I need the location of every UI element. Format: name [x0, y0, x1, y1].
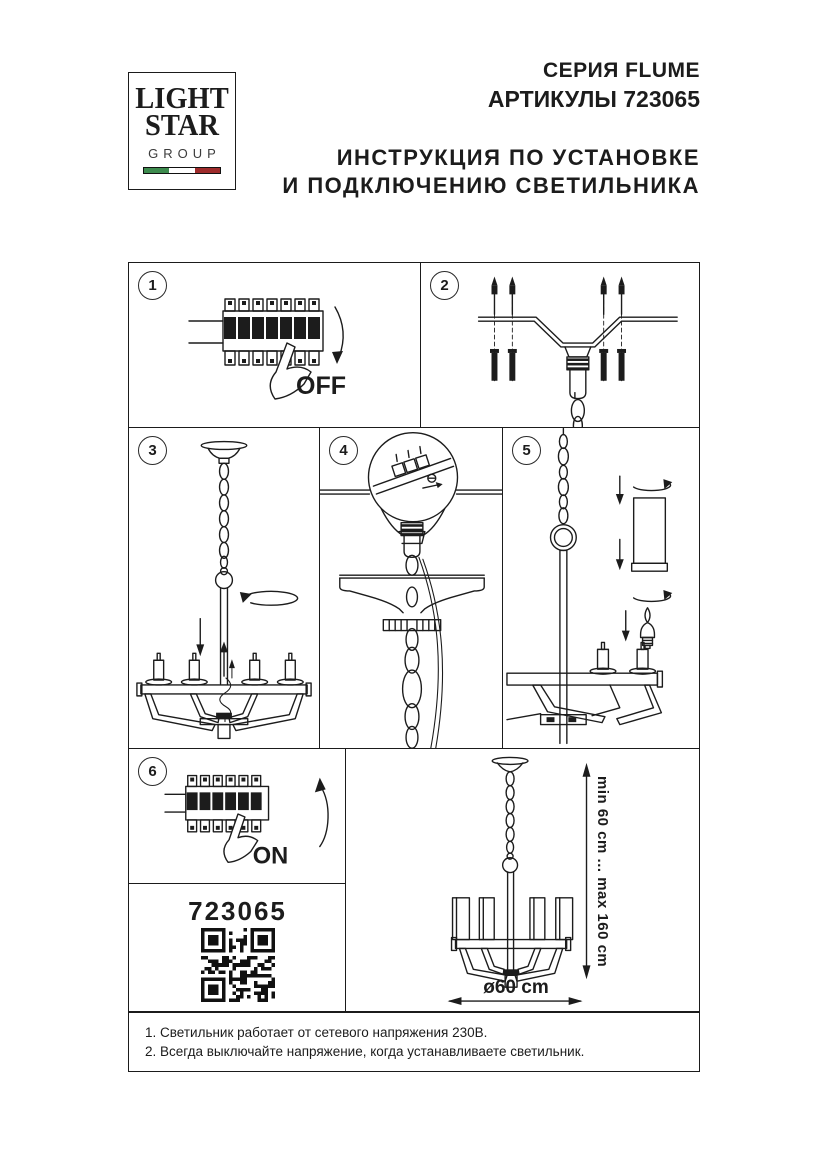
- hanging-ring: [551, 525, 577, 551]
- down-arrow: [616, 476, 624, 505]
- chain: [571, 400, 584, 428]
- dimensions-panel: [345, 748, 700, 1012]
- step-panel-2: [420, 262, 700, 429]
- rotation-arrow: [634, 590, 673, 601]
- turn-on-arrow: [315, 778, 328, 847]
- step-panel-3: [128, 427, 321, 750]
- shade-bulb-assembly-illustration: [503, 428, 699, 749]
- frame-arms: [507, 685, 661, 725]
- chain-holder: [570, 370, 586, 399]
- frame-ring: [137, 683, 311, 696]
- step-number-badge: 2: [430, 271, 459, 300]
- down-arrow: [616, 540, 624, 571]
- frame-ring: [452, 938, 571, 951]
- turn-off-arrow: [332, 307, 343, 364]
- safety-notes: [128, 1012, 700, 1072]
- article-title: АРТИКУЛЫ 723065: [487, 86, 700, 112]
- chain: [558, 429, 568, 524]
- down-arrow: [196, 619, 204, 657]
- lightstar-logo: [128, 72, 236, 190]
- step-number-badge: 4: [329, 436, 358, 465]
- cylinder-shades: [453, 898, 573, 940]
- note-line-2: 2. Всегда выключайте напряжение, когда устанавливаете светильник.: [145, 1044, 585, 1059]
- step-number-badge: 5: [512, 436, 541, 465]
- magnifier-balloon: [368, 433, 457, 522]
- qr-code: [201, 928, 275, 1002]
- central-rod: [508, 872, 514, 969]
- step-number-badge: 6: [138, 757, 167, 786]
- chain: [220, 463, 229, 568]
- chain: [403, 629, 422, 749]
- down-arrow: [622, 611, 630, 642]
- chain-link: [406, 555, 418, 575]
- series-title: СЕРИЯ FLUME: [542, 59, 700, 82]
- step-number-badge: 3: [138, 436, 167, 465]
- cylinder-shade: [632, 498, 668, 571]
- instruction-title-line1: ИНСТРУКЦИЯ ПО УСТАНОВКЕ: [336, 145, 700, 170]
- breaker-modules: [224, 299, 320, 365]
- breaker-off-illustration: [129, 263, 421, 428]
- chain: [506, 772, 514, 853]
- center-hub: [541, 715, 587, 725]
- document-titles: [282, 58, 700, 200]
- off-label: OFF: [296, 372, 346, 400]
- mounting-bracket-illustration: [421, 263, 699, 428]
- threaded-nipple: [567, 357, 589, 370]
- threaded-nipple: [401, 523, 423, 536]
- terminal-block-detail: [373, 447, 453, 494]
- step-panel-6: [128, 748, 347, 885]
- logo-word-light: LIGHT: [135, 80, 229, 115]
- qr-panel: [128, 883, 347, 1012]
- screws: [491, 276, 624, 314]
- diameter-label: ø60 cm: [483, 977, 549, 998]
- height-range-label: min 60 cm ... max 160 cm: [594, 776, 611, 968]
- wall-anchors: [490, 349, 626, 381]
- breaker-modules: [187, 776, 262, 832]
- chandelier-hanging-illustration: [129, 428, 320, 749]
- ceiling-canopy: [201, 442, 247, 464]
- center-hub: [200, 713, 248, 739]
- canopy-wiring-detail-illustration: [320, 428, 503, 749]
- ball-joint: [503, 858, 518, 873]
- ceiling-line: [320, 490, 503, 494]
- rotation-arrow: [240, 591, 298, 605]
- power-cable: [419, 557, 443, 748]
- chain-link: [407, 587, 418, 607]
- frame-ring: [507, 671, 662, 687]
- logo-word-group: GROUP: [148, 146, 221, 161]
- height-dimension-arrow: [583, 763, 591, 979]
- instruction-title-line2: И ПОДКЛЮЧЕНИЮ СВЕТИЛЬНИКА: [282, 173, 700, 198]
- rotation-arrow: [634, 479, 673, 490]
- step-number-badge: 1: [138, 271, 167, 300]
- italian-flag-stripe: [143, 167, 221, 174]
- step-panel-5: [502, 427, 700, 750]
- on-label: ON: [252, 843, 289, 870]
- step-panel-4: [319, 427, 504, 750]
- ceiling-canopy: [492, 757, 528, 771]
- logo-word-star: STAR: [145, 107, 219, 142]
- chandelier-dimensions-illustration: [346, 749, 699, 1011]
- chain-holder: [404, 536, 420, 558]
- note-line-1: 1. Светильник работает от сетевого напряжения 230В.: [145, 1025, 488, 1040]
- article-number: 723065: [188, 896, 287, 926]
- step-panel-1: [128, 262, 422, 429]
